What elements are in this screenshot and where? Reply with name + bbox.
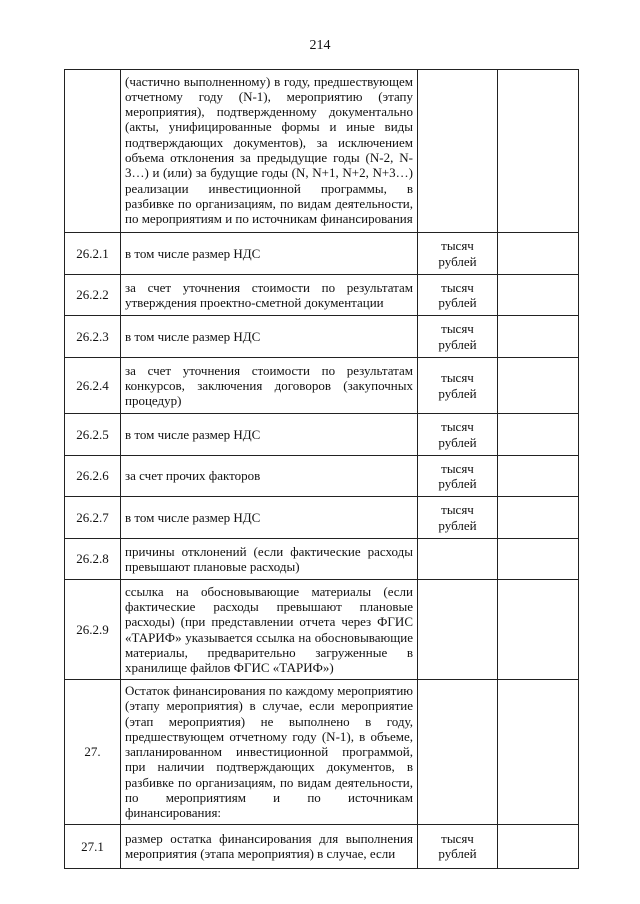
- row-value-cell: [498, 824, 579, 868]
- row-number: [65, 70, 121, 233]
- row-description: в том числе размер НДС: [121, 497, 418, 539]
- row-number: 26.2.3: [65, 316, 121, 358]
- row-value-cell: [498, 275, 579, 316]
- row-number: 26.2.2: [65, 275, 121, 316]
- table-row: [65, 358, 579, 414]
- row-number: 27.1: [65, 824, 121, 868]
- row-value-cell: [498, 580, 579, 680]
- row-unit: тысяч рублей: [418, 414, 498, 456]
- row-number: 27.: [65, 680, 121, 825]
- row-value-cell: [498, 680, 579, 825]
- row-number: 26.2.8: [65, 539, 121, 580]
- row-value-cell: [498, 316, 579, 358]
- row-description: за счет прочих факторов: [121, 456, 418, 497]
- table-row: [65, 70, 579, 233]
- table-row: [65, 680, 579, 825]
- row-description: в том числе размер НДС: [121, 414, 418, 456]
- row-number: 26.2.9: [65, 580, 121, 680]
- row-description: (частично выполненному) в году, предшествующем отчетному году (N-1), мероприятию (этапу мероприятия), подтвержденному документально (акты, унифицированные формы и иные виды подтверждающих документов), за исключением объема отклонения за предыдущие годы (N-2, N-3…) и (или) за будущие годы (N, N+1, N+2, N+3…) реализации инвестиционной программы, в разбивке по организациям, по видам деятельности, по мероприятиям и по источникам финансирования: [121, 70, 418, 233]
- table-row: [65, 233, 579, 275]
- row-unit: тысяч рублей: [418, 358, 498, 414]
- row-value-cell: [498, 358, 579, 414]
- row-number: 26.2.7: [65, 497, 121, 539]
- row-unit: [418, 680, 498, 825]
- table-row: [65, 539, 579, 580]
- row-value-cell: [498, 414, 579, 456]
- row-description: в том числе размер НДС: [121, 233, 418, 275]
- row-unit: тысяч рублей: [418, 233, 498, 275]
- row-number: 26.2.5: [65, 414, 121, 456]
- page-number: 214: [309, 38, 331, 53]
- indicator-table: [64, 69, 579, 869]
- table-row: [65, 497, 579, 539]
- row-number: 26.2.1: [65, 233, 121, 275]
- row-description: в том числе размер НДС: [121, 316, 418, 358]
- table-row: [65, 275, 579, 316]
- row-unit: тысяч рублей: [418, 275, 498, 316]
- row-value-cell: [498, 70, 579, 233]
- table-row: [65, 316, 579, 358]
- row-description: размер остатка финансирования для выполнения мероприятия (этапа мероприятия) в случае, если: [121, 824, 418, 868]
- row-description: ссылка на обосновывающие материалы (если фактические расходы превышают плановые расходы) (при представлении отчета через ФГИС «ТАРИФ» указывается ссылка на обосновывающие материалы, предварительно загруженные в хранилище файлов ФГИС «ТАРИФ»): [121, 580, 418, 680]
- row-unit: [418, 580, 498, 680]
- table-row: [65, 456, 579, 497]
- row-unit: тысяч рублей: [418, 316, 498, 358]
- row-description: за счет уточнения стоимости по результатам конкурсов, заключения договоров (закупочных процедур): [121, 358, 418, 414]
- row-unit: тысяч рублей: [418, 824, 498, 868]
- row-value-cell: [498, 539, 579, 580]
- table-row: [65, 824, 579, 868]
- row-description: за счет уточнения стоимости по результатам утверждения проектно-сметной документации: [121, 275, 418, 316]
- row-unit: тысяч рублей: [418, 497, 498, 539]
- table-row: [65, 414, 579, 456]
- table-row: [65, 580, 579, 680]
- row-value-cell: [498, 233, 579, 275]
- row-value-cell: [498, 497, 579, 539]
- row-unit: [418, 70, 498, 233]
- row-unit: [418, 539, 498, 580]
- row-value-cell: [498, 456, 579, 497]
- row-unit: тысяч рублей: [418, 456, 498, 497]
- row-description: причины отклонений (если фактические расходы превышают плановые расходы): [121, 539, 418, 580]
- row-number: 26.2.4: [65, 358, 121, 414]
- row-description: Остаток финансирования по каждому мероприятию (этапу мероприятия) в случае, если мероприятие (этап мероприятия) не выполнено в году, предшествующем отчетному году (N-1), в объеме, запланированном инвестиционной программой, при наличии подтверждающих документов, в разбивке по организациям, по видам деятельности, по мероприятиям и по источникам финансирования:: [121, 680, 418, 825]
- row-number: 26.2.6: [65, 456, 121, 497]
